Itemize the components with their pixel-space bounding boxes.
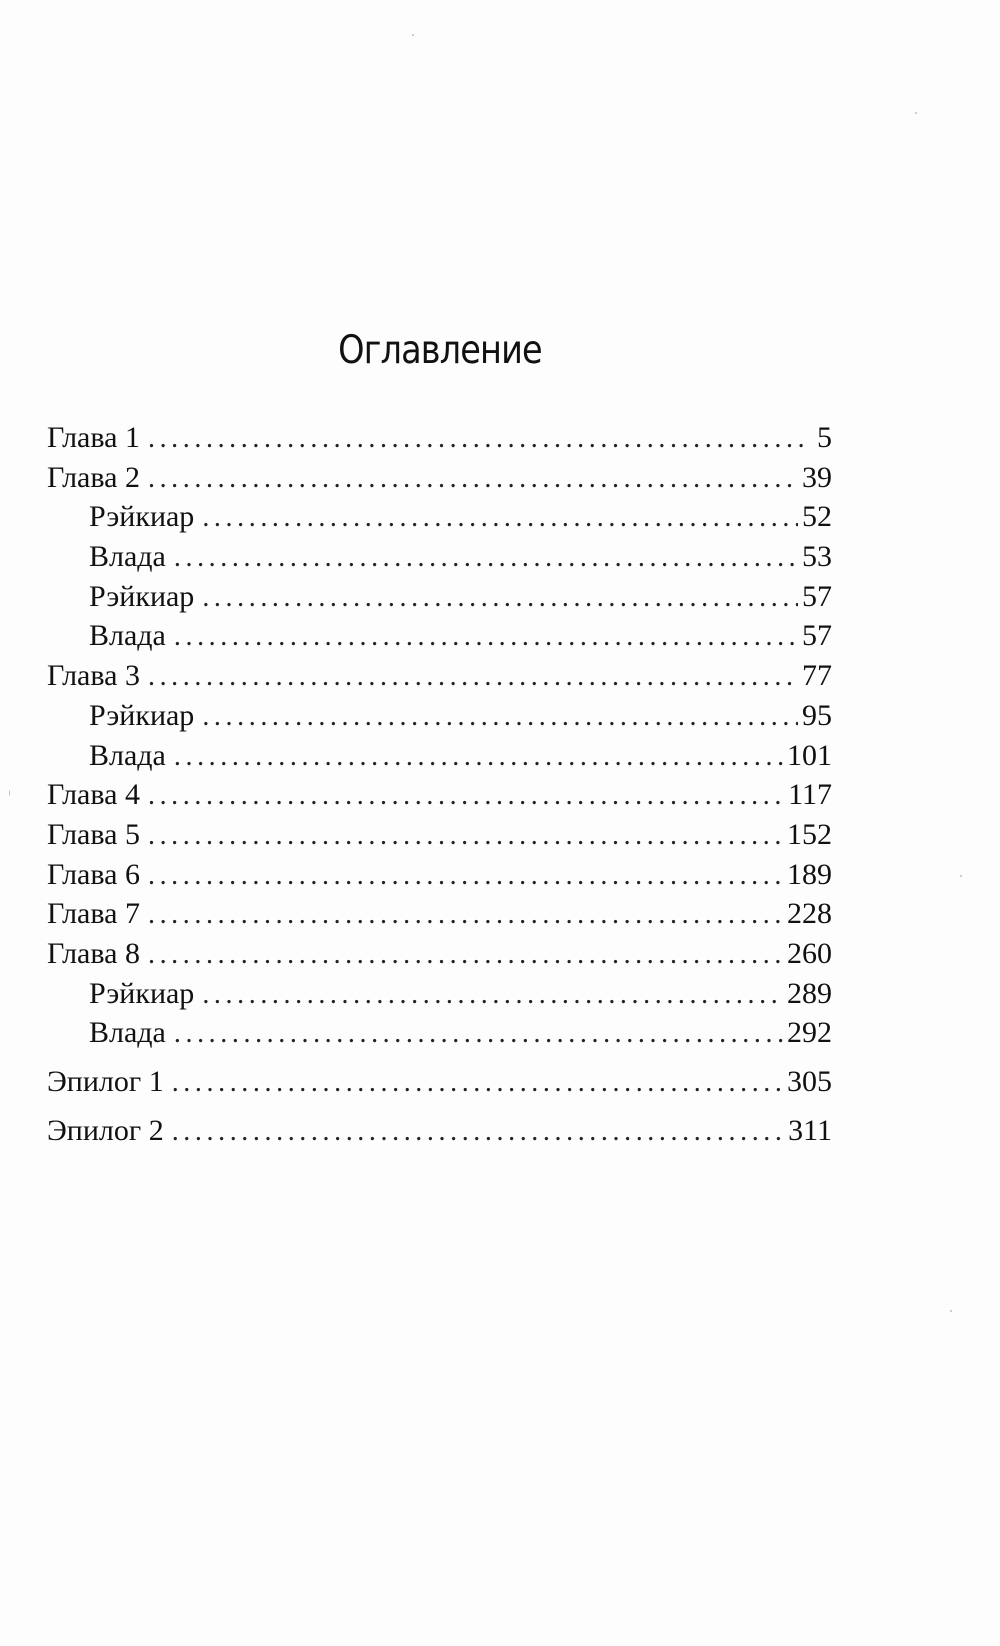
toc-entry[interactable] (47, 855, 832, 895)
table-of-contents (47, 418, 832, 1150)
toc-entry-page: 189 (787, 857, 832, 891)
dot-leader (148, 419, 808, 458)
toc-entry-page: 57 (802, 579, 832, 613)
toc-entry-label: Рэйкиар (89, 976, 195, 1010)
toc-entry-page: 101 (787, 738, 832, 772)
toc-entry-label: Рэйкиар (89, 698, 195, 732)
toc-subentry[interactable] (47, 497, 832, 537)
toc-subentry[interactable] (47, 1013, 832, 1053)
toc-entry-label: Глава 5 (47, 817, 140, 851)
toc-entry-label: Влада (89, 619, 166, 653)
toc-subentry[interactable] (47, 616, 832, 656)
toc-subentry[interactable] (47, 577, 832, 617)
toc-subentry[interactable] (47, 974, 832, 1014)
toc-entry[interactable] (47, 815, 832, 855)
toc-entry-page: 57 (802, 619, 832, 653)
dot-leader (174, 617, 798, 656)
toc-entry-label: Глава 7 (47, 897, 140, 931)
toc-entry-page: 311 (788, 1113, 832, 1147)
dot-leader (202, 975, 783, 1014)
dot-leader (148, 776, 784, 815)
toc-subentry[interactable] (47, 736, 832, 776)
toc-entry[interactable] (47, 458, 832, 498)
toc-entry-label: Влада (89, 540, 166, 574)
toc-entry[interactable] (47, 934, 832, 974)
toc-entry[interactable] (47, 1111, 832, 1151)
toc-entry-label: Рэйкиар (89, 579, 195, 613)
scan-speck (412, 34, 414, 36)
scan-speck (915, 112, 917, 114)
dot-leader (148, 816, 783, 855)
toc-subentry[interactable] (47, 537, 832, 577)
toc-entry-label: Эпилог 1 (47, 1065, 164, 1098)
toc-entry-page: 292 (787, 1016, 832, 1050)
dot-leader (172, 1112, 784, 1151)
dot-leader (148, 657, 798, 696)
toc-entry-page: 53 (802, 540, 832, 574)
toc-entry[interactable] (47, 656, 832, 696)
dot-leader (172, 1063, 783, 1102)
dot-leader (174, 1014, 783, 1053)
toc-entry-page: 289 (787, 976, 832, 1010)
toc-entry-page: 228 (787, 897, 832, 931)
dot-leader (148, 459, 798, 498)
toc-entry-label: Глава 1 (47, 421, 140, 454)
toc-entry-label: Глава 8 (47, 936, 140, 970)
toc-entry[interactable] (47, 1062, 832, 1102)
toc-entry-page: 5 (817, 421, 832, 454)
toc-entry-page: 152 (787, 817, 832, 851)
dot-leader (174, 538, 798, 577)
toc-entry-page: 77 (802, 659, 832, 693)
toc-entry-label: Влада (89, 1016, 166, 1050)
scan-speck (9, 790, 10, 796)
toc-subentry[interactable] (47, 696, 832, 736)
dot-leader (202, 697, 798, 736)
toc-entry-page: 260 (787, 936, 832, 970)
scan-speck (950, 1310, 952, 1312)
dot-leader (148, 895, 783, 934)
toc-entry-label: Глава 4 (47, 778, 140, 812)
toc-entry-label: Эпилог 2 (47, 1113, 164, 1147)
toc-entry[interactable] (47, 418, 832, 458)
toc-entry-label: Влада (89, 738, 166, 772)
toc-entry-label: Рэйкиар (89, 500, 195, 534)
toc-entry-label: Глава 2 (47, 460, 140, 494)
dot-leader (148, 935, 783, 974)
scan-speck (960, 875, 962, 877)
toc-entry-page: 117 (788, 778, 832, 812)
toc-entry-page: 305 (787, 1065, 832, 1098)
toc-entry-page: 95 (802, 698, 832, 732)
dot-leader (202, 498, 798, 537)
dot-leader (148, 856, 783, 895)
dot-leader (202, 578, 798, 617)
toc-entry[interactable] (47, 894, 832, 934)
toc-entry-page: 52 (802, 500, 832, 534)
page-title: Оглавление (338, 328, 542, 373)
dot-leader (174, 737, 783, 776)
toc-entry[interactable] (47, 775, 832, 815)
toc-entry-label: Глава 3 (47, 659, 140, 693)
toc-entry-page: 39 (802, 460, 832, 494)
toc-entry-label: Глава 6 (47, 857, 140, 891)
